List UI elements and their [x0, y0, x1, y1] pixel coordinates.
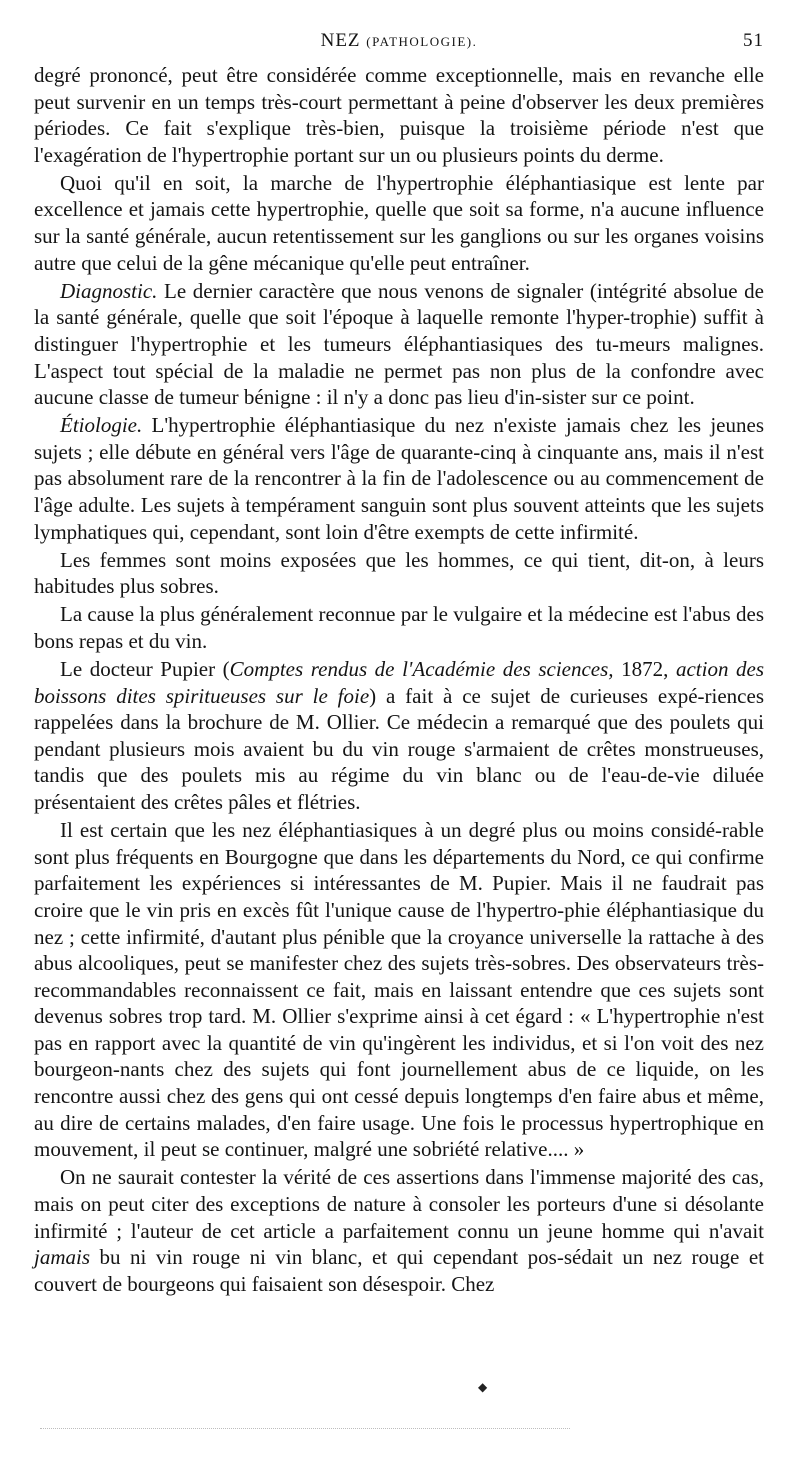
- running-title-sub: (PATHOLOGIE).: [366, 34, 478, 49]
- paragraph-etiologie: [34, 412, 764, 545]
- running-head: [34, 28, 764, 62]
- running-title-main: NEZ: [320, 30, 361, 51]
- running-title: [34, 30, 764, 52]
- paragraph-9-part-c: bu ni vin rouge ni vin blanc, et qui cependant pos-sédait un nez rouge et couvert de bourgeons qui faisaient son désespoir. Chez: [34, 1245, 764, 1296]
- paragraph-8: Il est certain que les nez éléphantiasiques à un degré plus ou moins considé-rable sont plus fréquents en Bourgogne que dans les départements du Nord, ce qui confirme parfaitement les expériences si intéressantes de M. Pupier. Mais il ne faudrait pas croire que le vin pris en excès fût l'unique cause de l'hypertro-phie éléphantiasique du nez ; cette infirmité, d'autant plus pénible que la croyance universelle la rattache à des abus alcooliques, peut se manifester chez des sujets très-sobres. Des observateurs très-recommandables reconnaissent ce fait, mais en laissant entendre que ces sujets sont devenus sobres trop tard. M. Ollier s'exprime ainsi à cet égard : « L'hypertrophie n'est pas en rapport avec la quantité de vin qu'ingèrent les individus, et si l'on voit des nez bourgeon-nants chez des sujets qui font journellement abus de ce liquide, on les rencontre aussi chez des gens qui ont cessé depuis longtemps d'en faire abus et même, au dire de certains malades, d'en faire usage. Une fois le processus hypertrophique en mouvement, il peut se continuer, malgré une sobriété relative.... »: [34, 818, 764, 1162]
- emphasis-jamais: jamais: [34, 1245, 91, 1270]
- paragraph-diagnostic: [34, 278, 764, 411]
- paragraph-7-part-c: 1872,: [613, 657, 676, 682]
- paragraph-2: Quoi qu'il en soit, la marche de l'hypertrophie éléphantiasique est lente par excellence et jamais cette hypertrophie, quelle que soit sa forme, n'a aucune influence sur la santé générale, aucun retentissement sur les ganglions ou sur les organes voisins autre que celui de la gêne mécanique qu'elle peut entraîner.: [34, 170, 764, 275]
- section-label-etiologie: Étiologie.: [60, 413, 143, 438]
- paragraph-5: Les femmes sont moins exposées que les hommes, ce qui tient, dit-on, à leurs habitudes plus sobres.: [34, 547, 764, 599]
- paragraph-9-part-a: On ne saurait contester la vérité de ces assertions dans l'immense majorité des cas, mais on peut citer des exceptions de nature à consoler les porteurs d'une si désolante infirmité ; l'auteur de cet article a parfaitement connu un jeune homme qui n'avait: [34, 1165, 764, 1243]
- paragraph-diagnostic-text: Le dernier caractère que nous venons de signaler (intégrité absolue de la santé générale, quelle que soit l'époque à laquelle remonte l'hyper-trophie) suffit à distinguer l'hypertrophie et les tumeurs éléphantiasiques des tu-meurs malignes. L'aspect tout spécial de la maladie ne permet pas non plus de la confondre avec aucune classe de tumeur bénigne : il n'y a donc pas lieu d'in-sister sur ce point.: [34, 278, 764, 410]
- section-label-diagnostic: Diagnostic.: [60, 278, 158, 303]
- document-page: [34, 28, 764, 1299]
- body-text: [34, 62, 764, 1297]
- paragraph-9: [34, 1164, 764, 1297]
- paragraph-6: La cause la plus généralement reconnue par le vulgaire et la médecine est l'abus des bons repas et du vin.: [34, 602, 764, 653]
- paragraph-etiologie-text: L'hypertrophie éléphantiasique du nez n'existe jamais chez les jeunes sujets ; elle débute en général vers l'âge de quarante-cinq à cinquante ans, mais il n'est pas absolument rare de la rencontrer à la fin de l'adolescence ou au commencement de l'âge adulte. Les sujets à tempérament sanguin sont plus souvent atteints que les sujets lymphatiques qui, cependant, sont loin d'être exempts de cette infirmité.: [34, 413, 764, 544]
- paragraph-1: degré prononcé, peut être considérée comme exceptionnelle, mais en revanche elle peut survenir en un temps très-court permettant à peine d'observer les deux premières périodes. Ce fait s'explique très-bien, puisque la troisième période n'est que l'exagération de l'hypertrophie portant sur un ou plusieurs points du derme.: [34, 63, 764, 167]
- citation-journal: Comptes rendus de l'Académie des sciences,: [229, 657, 614, 682]
- paragraph-7: [34, 656, 764, 816]
- bottom-rule: [40, 1428, 570, 1429]
- paragraph-7-part-a: Le docteur Pupier (: [60, 657, 230, 682]
- citation-article-title: action des boissons dites spiritueuses sur le foie: [34, 657, 765, 708]
- paragraph-7-part-e: ) a fait à ce sujet de curieuses expé-riences rappelées dans la brochure de M. Ollier. Ce médecin a remarqué que des poulets qui pendant plusieurs mois avaient bu du vin rouge s'armaient de crêtes monstrueuses, tandis que des poulets mis au régime du vin blanc ou de l'eau-de-vie diluée présentaient des crêtes pâles et flétries.: [34, 683, 764, 815]
- page-number: 51: [743, 30, 764, 51]
- printer-ornament: ◆: [478, 1380, 488, 1394]
